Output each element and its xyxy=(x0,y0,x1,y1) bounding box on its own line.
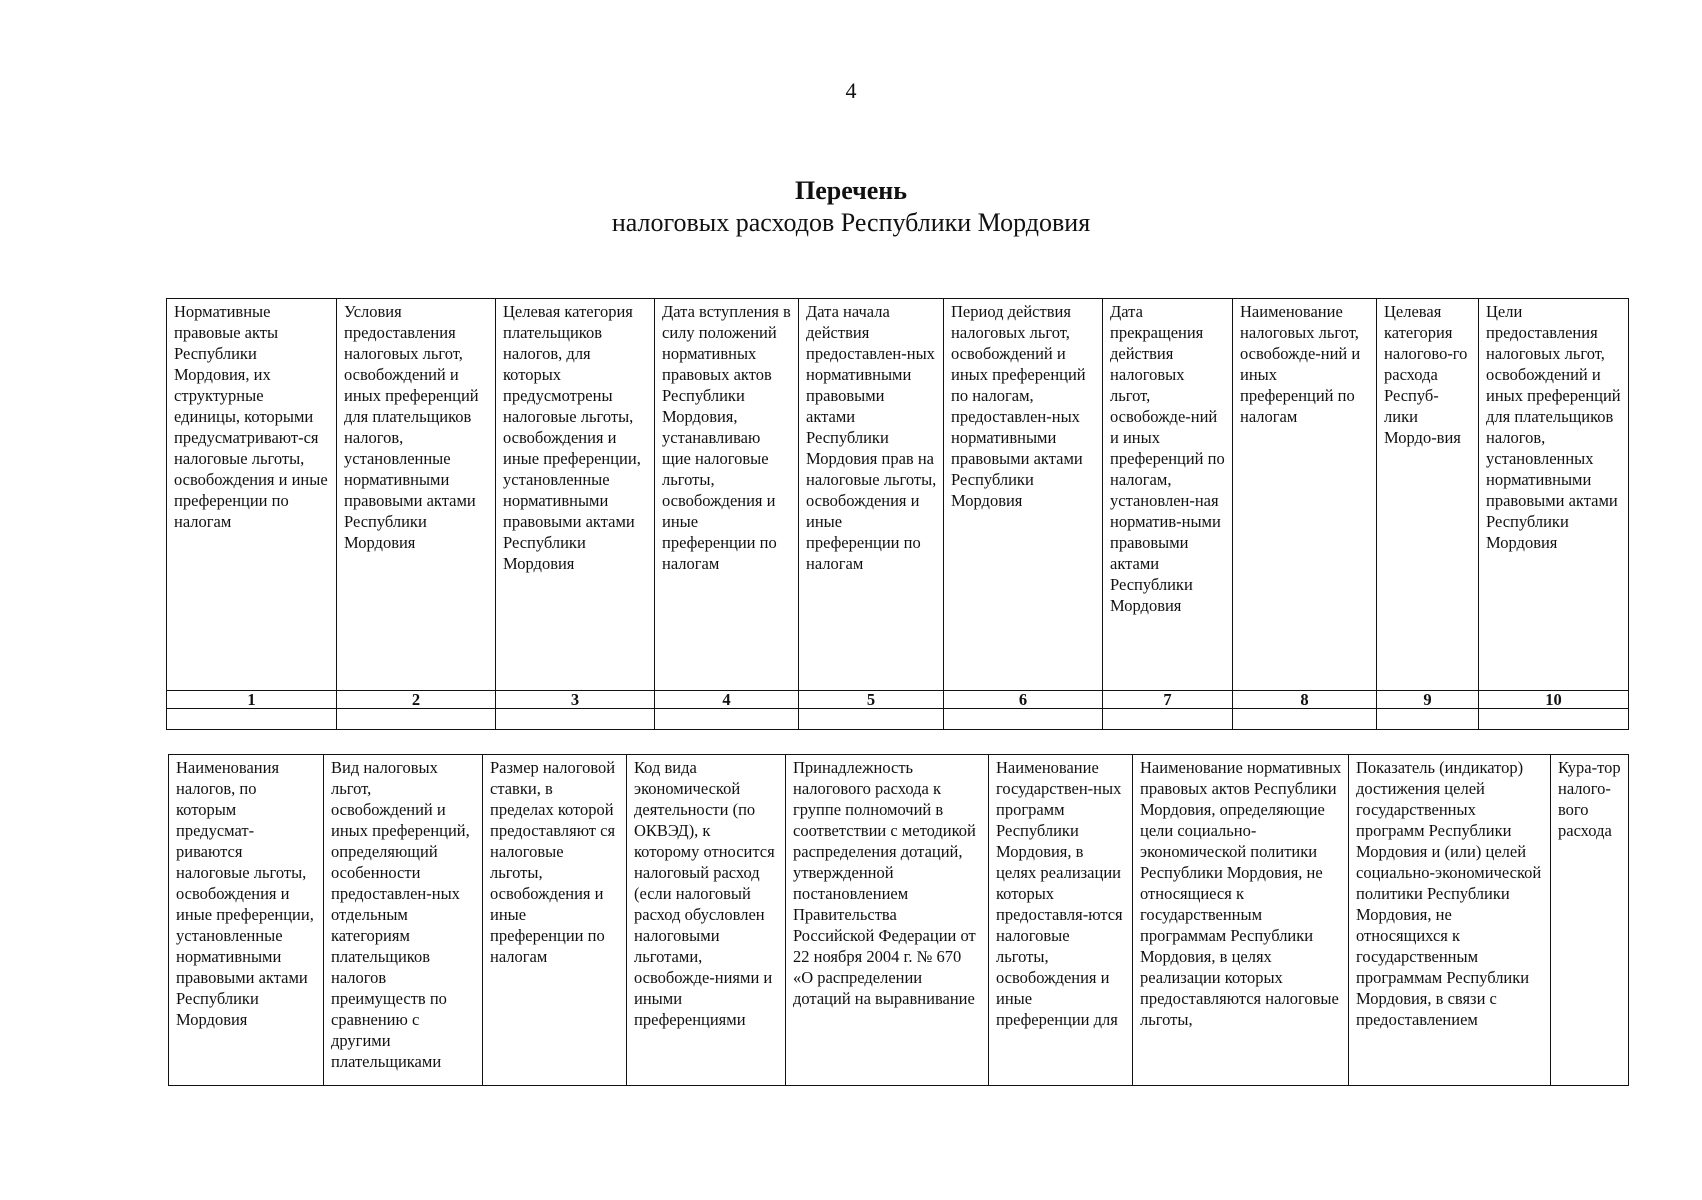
tax-expenditures-table-part-1 xyxy=(166,298,1629,730)
column-number: 5 xyxy=(799,691,944,709)
column-number-row xyxy=(167,691,1629,709)
empty-cell xyxy=(1377,709,1479,730)
column-number: 4 xyxy=(655,691,799,709)
empty-cell xyxy=(167,709,337,730)
column-number: 6 xyxy=(944,691,1103,709)
header-cell: Показатель (индикатор) достижения целей государственных программ Республики Мордовия и (или) целей социально-экономической политики Республики Мордовия, не относящихся к государственным программам Республики Мордовия, в связи с предоставлением xyxy=(1349,755,1551,1086)
column-number: 7 xyxy=(1103,691,1233,709)
header-cell: Цели предоставления налоговых льгот, освобождений и иных преференций для плательщиков налогов, установленных нормативными правовыми актами Республики Мордовия xyxy=(1479,299,1629,691)
column-number: 9 xyxy=(1377,691,1479,709)
header-cell: Нормативные правовые акты Республики Мордовия, их структурные единицы, которыми предусматривают-ся налоговые льготы, освобождения и иные преференции по налогам xyxy=(167,299,337,691)
empty-cell xyxy=(1479,709,1629,730)
header-cell: Наименование налоговых льгот, освобожде-ний и иных преференций по налогам xyxy=(1233,299,1377,691)
header-cell: Дата начала действия предоставлен-ных нормативными правовыми актами Республики Мордовия прав на налоговые льготы, освобождения и иные преференции по налогам xyxy=(799,299,944,691)
header-cell: Вид налоговых льгот, освобождений и иных преференций, определяющий особенности предоставлен-ных отдельным категориям плательщиков налогов преимуществ по сравнению с другими плательщиками xyxy=(324,755,483,1086)
empty-cell xyxy=(1103,709,1233,730)
column-number: 10 xyxy=(1479,691,1629,709)
header-cell: Наименование государствен-ных программ Республики Мордовия, в целях реализации которых предоставля-ются налоговые льготы, освобождения и иные преференции для xyxy=(989,755,1133,1086)
header-cell: Код вида экономической деятельности (по ОКВЭД), к которому относится налоговый расход (если налоговый расход обусловлен налоговыми льготами, освобожде-ниями и иными преференциями xyxy=(627,755,786,1086)
document-title: Перечень xyxy=(794,176,908,205)
header-cell: Размер налоговой ставки, в пределах которой предоставляют ся налоговые льготы, освобождения и иные преференции по налогам xyxy=(483,755,627,1086)
empty-cell xyxy=(655,709,799,730)
column-number: 2 xyxy=(337,691,496,709)
header-cell: Дата вступления в силу положений нормативных правовых актов Республики Мордовия, устанавливаю щие налоговые льготы, освобождения и иные преференции по налогам xyxy=(655,299,799,691)
column-number: 8 xyxy=(1233,691,1377,709)
header-cell: Наименование нормативных правовых актов Республики Мордовия, определяющие цели социально-экономической политики Республики Мордовия, не относящиеся к государственным программам Республики Мордовия, в целях реализации которых предоставляются налоговые льготы, xyxy=(1133,755,1349,1086)
empty-cell xyxy=(1233,709,1377,730)
column-number: 3 xyxy=(496,691,655,709)
column-number: 1 xyxy=(167,691,337,709)
header-cell: Целевая категория налогово-го расхода Респуб-лики Мордо-вия xyxy=(1377,299,1479,691)
header-cell: Дата прекращения действия налоговых льгот, освобожде-ний и иных преференций по налогам, установлен-ная норматив-ными правовыми актами Республики Мордовия xyxy=(1103,299,1233,691)
header-cell: Кура-тор налого-вого расхода xyxy=(1551,755,1629,1086)
page-number: 4 xyxy=(845,78,857,103)
header-row xyxy=(169,755,1629,1086)
empty-cell xyxy=(799,709,944,730)
empty-data-row xyxy=(167,709,1629,730)
header-cell: Наименования налогов, по которым предусмат-риваются налоговые льготы, освобождения и иные преференции, установленные нормативными правовыми актами Республики Мордовия xyxy=(169,755,324,1086)
header-row xyxy=(167,299,1629,691)
document-subtitle: налоговых расходов Республики Мордовия xyxy=(611,208,1091,237)
header-cell: Целевая категория плательщиков налогов, для которых предусмотрены налоговые льготы, освобождения и иные преференции, установленные нормативными правовыми актами Республики Мордовия xyxy=(496,299,655,691)
tax-expenditures-table-part-2 xyxy=(168,754,1629,1086)
empty-cell xyxy=(944,709,1103,730)
header-cell: Принадлежность налогового расхода к группе полномочий в соответствии с методикой распределения дотаций, утвержденной постановлением Правительства Российской Федерации от 22 ноября 2004 г. № 670 «О распределении дотаций на выравнивание xyxy=(786,755,989,1086)
empty-cell xyxy=(496,709,655,730)
empty-cell xyxy=(337,709,496,730)
header-cell: Условия предоставления налоговых льгот, освобождений и иных преференций для плательщиков налогов, установленные нормативными правовыми актами Республики Мордовия xyxy=(337,299,496,691)
header-cell: Период действия налоговых льгот, освобождений и иных преференций по налогам, предоставлен-ных нормативными правовыми актами Республики Мордовия xyxy=(944,299,1103,691)
